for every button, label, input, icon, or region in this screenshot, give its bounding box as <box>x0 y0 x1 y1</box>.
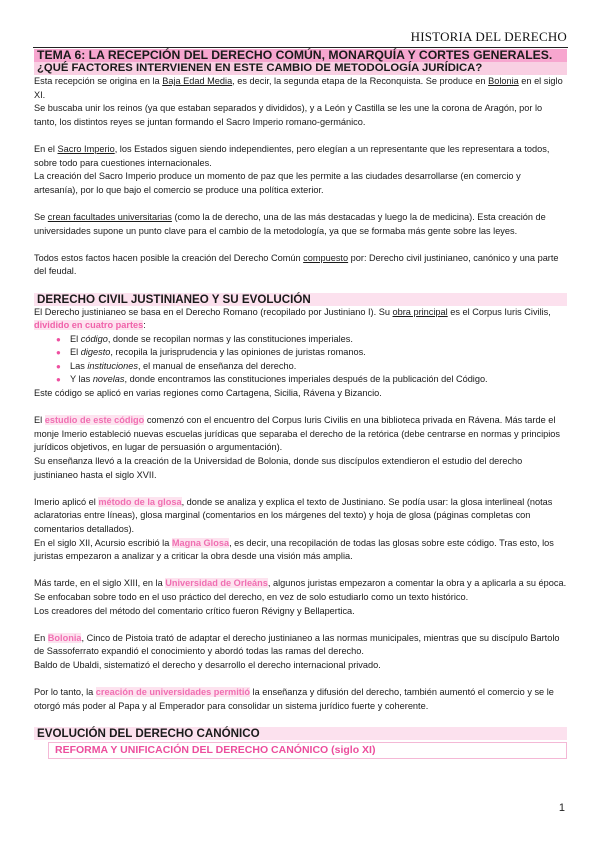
civil-paragraph-12: Por lo tanto, la creación de universidades permitió la enseñanza y difusión del derecho, también aumentó el comercio y se le otorgó más poder al Papa y al Emperador para consolidar un sistema jurídico fuerte y coherente. <box>34 687 554 711</box>
intro-paragraph-3: En el Sacro Imperio, los Estados siguen siendo independientes, pero elegían a un representante que les representara a todos, sobre todo para cuestiones internacionales. <box>34 143 550 168</box>
civil-paragraph-10: En Bolonia, Cinco de Pistoia trató de adaptar el derecho justinianeo a las normas municipales, mientras que su discípulo Bartolo de Sassoferrato expandió el conocimiento y abordó todas las ramas del derecho. <box>34 632 560 657</box>
topic-title: TEMA 6: LA RECEPCIÓN DEL DERECHO COMÚN, MONARQUÍA Y CORTES GENERALES. <box>34 49 567 62</box>
civil-paragraph-5: Imerio aplicó el método de la glosa, donde se analiza y explica el texto de Justiniano. Se podía usar: la glosa interlineal (notas aclaratorias entre líneas), glosa marginal (comentarios en los márgenes del texto) y hoja de glosa (páginas completas con comentarios detallados). <box>34 496 553 534</box>
civil-paragraph-7: Más tarde, en el siglo XIII, en la Universidad de Orleáns, algunos juristas empezaron a comentar la obra y a aplicarla a su época. <box>34 578 567 589</box>
intro-paragraph-1: Esta recepción se origina en la Baja Edad Media, es decir, la segunda etapa de la Reconquista. Se produce en Bolonia en el siglo XI. <box>34 76 563 100</box>
section-title-civil: DERECHO CIVIL JUSTINIANEO Y SU EVOLUCIÓN <box>34 293 567 306</box>
intro-paragraph-6: Todos estos factos hacen posible la creación del Derecho Común compuesto por: Derecho civil justinianeo, canónico y una parte del feudal. <box>34 252 559 277</box>
civil-paragraph-11: Baldo de Ubaldi, sistematizó el derecho y desarrollo el derecho internacional privado. <box>34 659 381 670</box>
civil-paragraph-1: El Derecho justinianeo se basa en el Derecho Romano (recopilado por Justiniano I). Su obra principal es el Corpus Iuris Civilis, dividido en cuatro partes: <box>34 306 551 331</box>
intro-paragraph-4: La creación del Sacro Imperio produce un momento de paz que les permite a las ciudades desarrollarse (en comercio y artesanía), por lo que bajo el comercio se produce una política exterior. <box>34 171 521 195</box>
intro-paragraph-5: Se crean facultades universitarias (como la de derecho, una de las más destacadas y luego la de medicina). Esta creación de universidades supone un punto clave para el cambio de la metodología, ya que se formaba más gente sobre las leyes. <box>34 211 546 236</box>
civil-paragraph-6: En el siglo XII, Acursio escribió la Magna Glosa, es decir, una recopilación de todas las glosas sobre este código. Tras esto, los juristas empezaron a analizar y a criticar la obra desde una visión más amplia. <box>34 537 554 562</box>
intro-paragraph-2: Se buscaba unir los reinos (ya que estaban separados y divididos), y a León y Castilla se les une la corona de Aragón, por lo tanto, los distintos reyes se juntan formando el Sacro Imperio romano-germánico. <box>34 103 543 127</box>
section-title-canonico: EVOLUCIÓN DEL DERECHO CANÓNICO <box>34 727 567 740</box>
list-item: ● Las instituciones, el manual de enseñanza del derecho. <box>56 360 567 374</box>
civil-paragraph-8: Se enfocaban sobre todo en el uso práctico del derecho, en vez de solo estudiarlo como un texto histórico. <box>34 591 469 602</box>
document-content <box>34 49 567 759</box>
civil-paragraph-4: Su enseñanza llevó a la creación de la Universidad de Bolonia, donde sus discípulos extendieron el estudio del derecho justinianeo hasta el siglo XVII. <box>34 456 523 480</box>
list-item: ● Y las novelas, donde encontramos las constituciones imperiales después de la publicación del Código. <box>56 373 567 387</box>
subsection-title-reforma: REFORMA Y UNIFICACIÓN DEL DERECHO CANÓNICO (siglo XI) <box>48 742 567 759</box>
list-item: ● El digesto, recopila la jurisprudencia y las opiniones de juristas romanos. <box>56 346 567 360</box>
course-header: HISTORIA DEL DERECHO <box>410 29 567 44</box>
civil-paragraph-3: El estudio de este código comenzó con el encuentro del Corpus Iuris Civilis en una biblioteca privada en Rávena. Más tarde el monje Imerio estableció nuevas escuelas jurídicas que separaba el derecho de la retórica (debe centrarse en normas y principios jurídicos objetivos, en lugar de persuasión o argumentación). <box>34 415 561 453</box>
civil-paragraph-9: Los creadores del método del comentario crítico fueron Révigny y Bellapertica. <box>34 605 355 616</box>
question-title: ¿QUÉ FACTORES INTERVIENEN EN ESTE CAMBIO DE METODOLOGÍA JURÍDICA? <box>34 62 567 75</box>
page-number: 1 <box>558 802 565 814</box>
civil-paragraph-2: Este código se aplicó en varias regiones como Cartagena, Sicilia, Rávena y Bizancio. <box>34 388 382 399</box>
corpus-parts-list <box>34 333 567 387</box>
list-item: ● El código, donde se recopilan normas y las constituciones imperiales. <box>56 333 567 347</box>
